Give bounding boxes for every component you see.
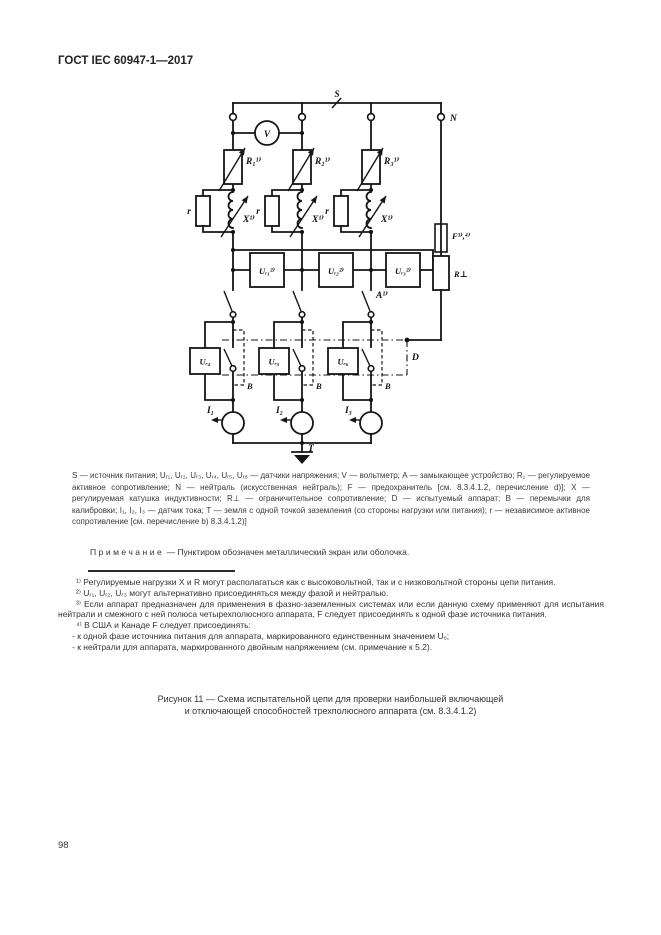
current-sensor-1 (222, 412, 244, 434)
jumper-label-2: B (316, 381, 322, 391)
caption-line-2: и отключающей способностей трехполюсного аппарата (см. 8.3.4.1.2) (184, 705, 477, 716)
inductor-x2-label: X¹⁾ (312, 215, 325, 225)
earth-connection (233, 441, 371, 464)
footnote-1: ¹⁾ Регулируемые нагрузки X и R могут располагаться как с высоковольтной, так и с низковольтной стороны цепи питания. (76, 577, 556, 587)
current-i3-label: I₃ (344, 406, 352, 416)
inductor-x1-label: X¹⁾ (243, 215, 256, 225)
ur1-label: Uᵣ₁²⁾ (258, 266, 276, 276)
resistor-r3-label: R₃¹⁾ (384, 157, 400, 167)
supply-bus (230, 90, 458, 124)
note-label: Примечание (90, 547, 165, 557)
test-circuit-diagram (150, 85, 495, 470)
neutral-branch (405, 121, 471, 343)
inductor-x3-label: X¹⁾ (381, 215, 394, 225)
ur5-label: Uᵣ₅ (268, 356, 280, 367)
source-label: S (334, 90, 340, 100)
ur2-label: Uᵣ₂²⁾ (327, 266, 345, 276)
current-i1-label: I₁ (206, 406, 214, 416)
calibration-jumper-1 (233, 330, 244, 385)
limiting-resistor-symbol (433, 256, 449, 290)
page-number: 98 (58, 840, 69, 851)
ur4-label: Uᵣ₄ (199, 356, 211, 367)
footnotes-block (58, 577, 604, 653)
making-device-label: A¹⁾ (376, 291, 389, 301)
earth-label: T (308, 444, 314, 454)
ground-symbol (294, 455, 310, 464)
device-label: D (412, 353, 419, 363)
current-sensor-2 (291, 412, 313, 434)
r-small-label-1: r (187, 207, 191, 217)
footnote-4: ⁴⁾ В США и Канаде F следует присоединять: (76, 620, 251, 631)
jumper-label-3: B (385, 381, 391, 391)
figure-legend: S — источник питания; Uᵣ₁, Uᵣ₂, Uᵣ₃, Uᵣ₄, Uᵣ₅, Uᵣ₆ — датчики напряжения; V — вольтметр; A — замыкающее устройство; R₁ — регулируемое активное сопротивление; N — нейтраль (искусственная нейтраль); F — предохранитель [см. 8.3.4.1.2, перечисление d)]; X — регулируемая катушка индуктивности; R⊥ — ограничительное сопротивление; D — испытуемый аппарат; B — перемычки для калибровки; I₁, I₂, I₃ — датчик тока; T — земля с одной точкой заземления (со стороны нагрузки или питания); r — независимое активное сопротивление [см. перечисление b) 8.3.4.1.2)] (72, 471, 590, 526)
jumper-label-1: B (247, 381, 253, 391)
fuse-label: F³⁾,⁴⁾ (452, 231, 471, 241)
current-i2-label: I₂ (275, 406, 283, 416)
resistor-r2-label: R₂¹⁾ (315, 157, 331, 167)
footnote-separator (88, 570, 235, 572)
r-small-label-2: r (256, 207, 260, 217)
current-sensor-3 (360, 412, 382, 434)
caption-line-1: Рисунок 11 — Схема испытательной цепи для проверки наибольшей включающей (157, 694, 504, 704)
calibration-jumper-2 (302, 330, 313, 385)
voltmeter-symbol (231, 121, 304, 145)
neutral-label: N (450, 114, 457, 124)
ur6-label: Uᵣ₆ (337, 356, 349, 367)
r-small-label-3: r (325, 207, 329, 217)
note-text: — Пунктиром обозначен металлический экран или оболочка. (166, 547, 410, 557)
voltmeter-label: V (263, 130, 271, 140)
footnote-4-item-1: - к одной фазе источника питания для аппарата, маркированного единственным значением Uₑ; (72, 630, 450, 641)
voltage-sensor-row (233, 250, 433, 287)
r-lim-label: R⊥ (454, 269, 468, 279)
figure-caption (0, 694, 661, 717)
figure-note (90, 547, 570, 557)
resistor-r1-label: R₁¹⁾ (246, 157, 262, 167)
footnote-3: ³⁾ Если аппарат предназначен для применения в фазно-заземленных системах или если данную схему применяют для испытания нейтрали и смежного с ней полюса четырехполюсного аппарата, F следует присоединять к одной фазе источника питания. (58, 598, 604, 620)
calibration-jumper-3 (371, 330, 382, 385)
footnote-2: ²⁾ Uᵣ₁, Uᵣ₂, Uᵣ₃ могут альтернативно присоединяться между фазой и нейтралью. (76, 587, 389, 598)
device-under-test-screen (222, 340, 419, 375)
ur3-label: Uᵣ₃²⁾ (394, 266, 412, 276)
footnote-4-item-2: - к нейтрали для аппарата, маркированного двойным напряжением (см. примечание к 5.2). (72, 641, 433, 652)
page-header: ГОСТ IEC 60947-1—2017 (58, 55, 194, 67)
